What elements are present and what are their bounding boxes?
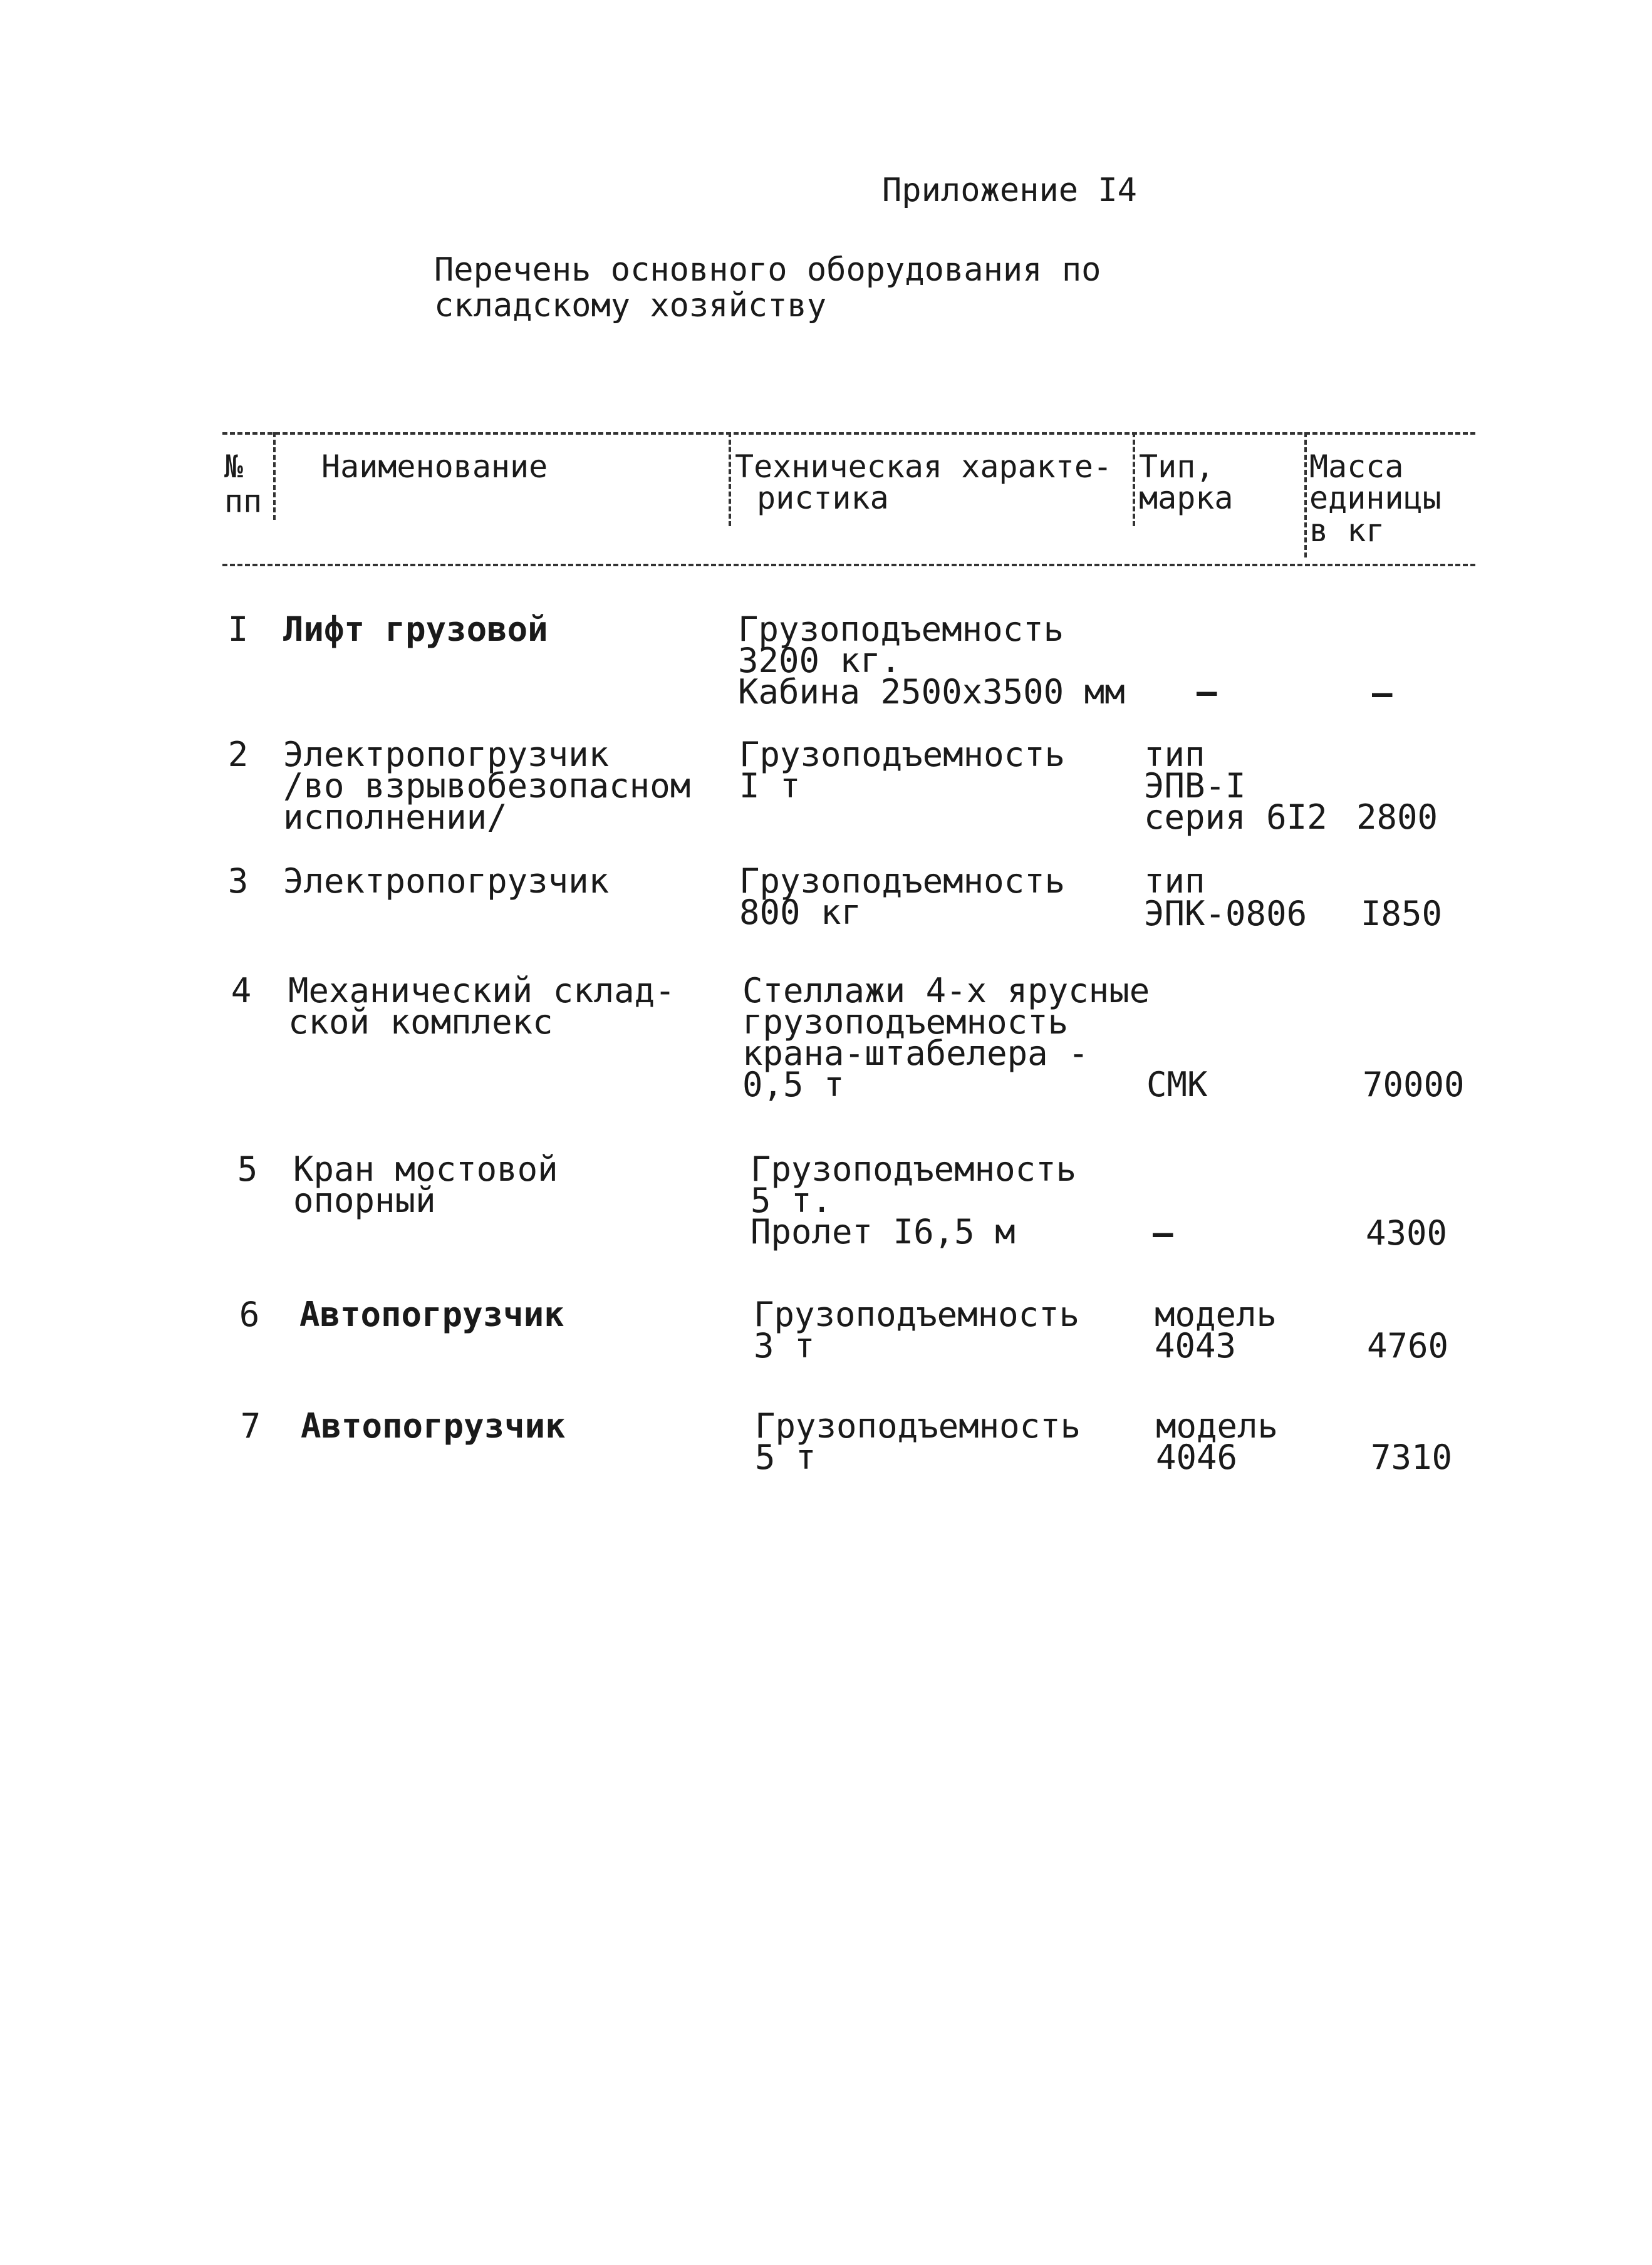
row-spec: Стеллажи 4-х ярусные xyxy=(742,971,1150,1010)
row-number: I xyxy=(227,609,249,649)
row-spec: I т xyxy=(739,766,801,806)
row-number: 6 xyxy=(239,1295,260,1334)
row-spec: 3200 кг. xyxy=(738,641,901,680)
row-spec: 5 т. xyxy=(751,1181,833,1220)
row-spec: Пролет I6,5 м xyxy=(751,1212,1016,1252)
row-name: Лифт грузовой xyxy=(283,609,548,649)
row-type: 4046 xyxy=(1156,1438,1238,1477)
row-name: опорный xyxy=(293,1181,436,1220)
row-name: Автопогрузчик xyxy=(301,1406,566,1446)
row-name: ской комплекс xyxy=(288,1002,553,1042)
row-type: СМК xyxy=(1146,1065,1208,1104)
row-spec: Грузоподъемность xyxy=(751,1149,1077,1189)
row-type: модель xyxy=(1155,1295,1277,1334)
document-title-line-1: Перечень основного оборудования по xyxy=(434,251,1101,289)
table-header-bottom-rule xyxy=(222,564,1475,566)
row-name: /во взрывобезопасном xyxy=(283,766,691,806)
row-spec: Грузоподъемность xyxy=(739,735,1066,774)
row-spec: Кабина 2500x3500 мм xyxy=(738,672,1125,712)
header-number-sub: пп xyxy=(224,483,262,519)
row-mass: I850 xyxy=(1361,894,1443,933)
row-name: исполнении/ xyxy=(283,797,507,837)
column-divider xyxy=(273,432,276,520)
row-spec: Грузоподъемность xyxy=(755,1406,1081,1446)
row-mass: 7310 xyxy=(1371,1438,1453,1477)
header-mass-sub1: единицы xyxy=(1309,480,1442,516)
header-type-sub: марка xyxy=(1139,480,1234,516)
row-name: Электропогрузчик xyxy=(283,861,610,901)
header-mass-sub2: в кг xyxy=(1309,512,1385,549)
header-name: Наименование xyxy=(321,448,548,485)
row-mass: 4300 xyxy=(1366,1213,1448,1253)
header-spec: Техническая характе- xyxy=(735,448,1113,485)
row-number: 5 xyxy=(237,1149,258,1189)
row-type: модель xyxy=(1156,1406,1279,1446)
row-type: тип xyxy=(1144,735,1205,774)
row-mass: 2800 xyxy=(1356,797,1438,837)
row-type: тип xyxy=(1144,861,1205,901)
column-divider xyxy=(729,432,731,526)
row-mass: 70000 xyxy=(1363,1065,1465,1104)
document-title-line-2: складскому хозяйству xyxy=(434,287,827,324)
row-number: 3 xyxy=(227,861,249,901)
column-divider xyxy=(1304,432,1307,557)
header-number: № xyxy=(224,448,244,485)
header-mass: Масса xyxy=(1309,448,1404,485)
row-type: – xyxy=(1153,1213,1173,1253)
row-number: 7 xyxy=(240,1406,261,1446)
row-type: 4043 xyxy=(1155,1326,1237,1366)
row-type: ЭПВ-I xyxy=(1144,766,1246,806)
appendix-label: Приложение I4 xyxy=(882,172,1137,209)
row-type: серия 6I2 xyxy=(1144,797,1327,837)
row-name: Механический склад- xyxy=(288,971,675,1010)
row-spec: 800 кг xyxy=(739,893,862,932)
row-number: 4 xyxy=(231,971,252,1010)
row-type: ЭПК-0806 xyxy=(1144,894,1307,933)
row-spec: 5 т xyxy=(755,1438,816,1477)
row-spec: Грузоподъемность xyxy=(738,609,1064,649)
row-spec: 3 т xyxy=(754,1326,815,1366)
row-type: – xyxy=(1197,672,1217,712)
row-spec: крана-штабелера - xyxy=(742,1034,1089,1073)
row-name: Автопогрузчик xyxy=(299,1295,564,1334)
row-name: Электропогрузчик xyxy=(283,735,610,774)
row-spec: грузоподъемность xyxy=(742,1002,1069,1042)
row-mass: 4760 xyxy=(1367,1326,1449,1366)
column-divider xyxy=(1133,432,1135,526)
row-name: Кран мостовой xyxy=(293,1149,558,1189)
row-spec: Грузоподъемность xyxy=(739,861,1066,901)
table-top-rule xyxy=(222,432,1475,435)
row-spec: 0,5 т xyxy=(742,1065,844,1104)
header-type: Тип, xyxy=(1139,448,1215,485)
row-mass: – xyxy=(1372,673,1393,713)
row-spec: Грузоподъемность xyxy=(754,1295,1080,1334)
row-number: 2 xyxy=(227,735,249,774)
header-spec-sub: ристика xyxy=(757,480,889,516)
